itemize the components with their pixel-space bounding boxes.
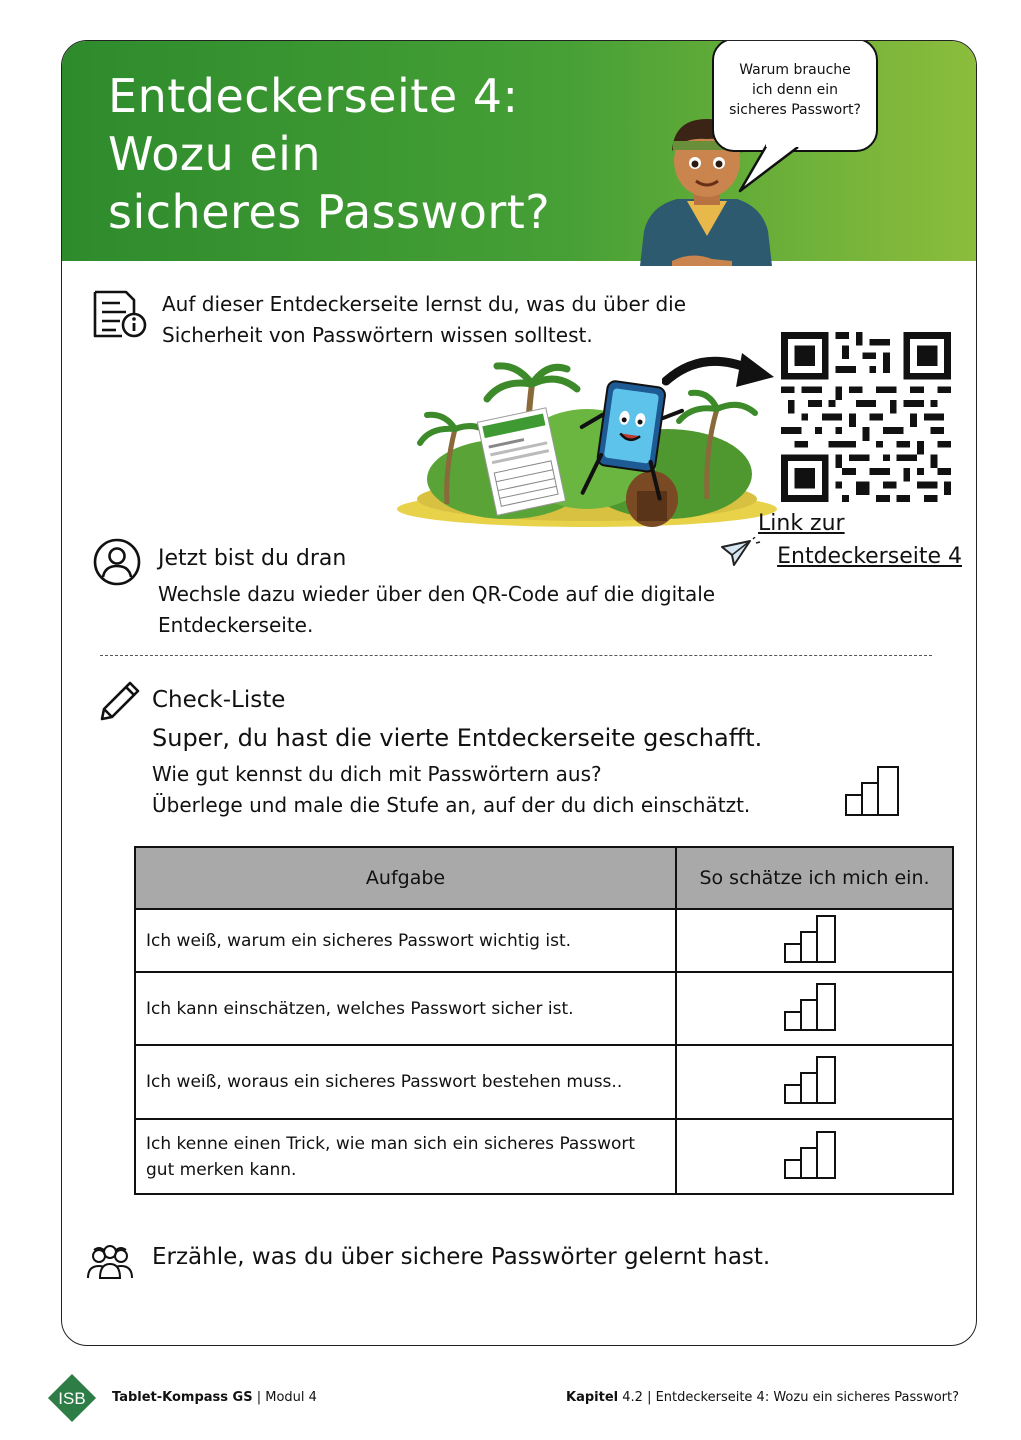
speech-bubble-tail: [738, 141, 808, 196]
curved-arrow-icon: [662, 341, 782, 401]
table-row: [135, 1045, 953, 1119]
isb-logo: [46, 1372, 98, 1424]
stairs-rating-icon[interactable]: [783, 914, 847, 964]
task-cell: Ich kenne einen Trick, wie man sich ein sicheres Passwort gut merken kann.: [135, 1119, 676, 1194]
tell-prompt: Erzähle, was du über sichere Passwörter gelernt hast.: [152, 1244, 771, 1270]
table-row: [135, 1119, 953, 1194]
group-icon: [86, 1244, 134, 1280]
table-row: [135, 909, 953, 972]
self-assessment-table: [134, 846, 954, 1195]
isb-logo-text: ISB: [58, 1389, 86, 1408]
cursor-click-icon: [720, 537, 764, 569]
checklist-subtitle: Super, du hast die vierte Entdeckerseite geschafft.: [152, 724, 763, 752]
page-footer: [0, 1372, 1021, 1432]
table-row: [135, 972, 953, 1045]
table-header-row: [135, 847, 953, 909]
column-header-task: Aufgabe: [135, 847, 676, 909]
rating-cell[interactable]: [676, 909, 953, 972]
rating-cell[interactable]: [676, 1045, 953, 1119]
turn-title: Jetzt bist du dran: [158, 546, 347, 571]
checklist-title: Check-Liste: [152, 687, 286, 713]
turn-text: Wechsle dazu wieder über den QR-Code auf die digitale Entdeckerseite.: [158, 582, 716, 637]
column-header-rating: So schätze ich mich ein.: [676, 847, 953, 909]
worksheet-card: [61, 40, 977, 1346]
stairs-rating-icon[interactable]: [783, 1055, 847, 1105]
dashed-divider: [100, 655, 932, 656]
pencil-icon: [98, 675, 144, 721]
task-cell: Ich kann einschätzen, welches Passwort sicher ist.: [135, 972, 676, 1045]
speech-bubble: Warum brauche ich denn ein sicheres Passwort?: [712, 40, 878, 152]
footer-chapter: Kapitel 4.2 | Entdeckerseite 4: Wozu ein sicheres Passwort?: [566, 1390, 959, 1405]
entdeckerseite-link[interactable]: Link zur Entdeckerseite 4: [758, 511, 962, 569]
stairs-rating-icon: [844, 765, 908, 817]
footer-module: Tablet-Kompass GS | Modul 4: [112, 1390, 317, 1405]
page-title: Entdeckerseite 4: Wozu ein sicheres Passwort?: [108, 69, 551, 239]
rating-cell[interactable]: [676, 1119, 953, 1194]
checklist-question: Wie gut kennst du dich mit Passwörtern aus? Überlege und male die Stufe an, auf der du dich einschätzt.: [152, 762, 751, 817]
intro-text: Auf dieser Entdeckerseite lernst du, was du über die Sicherheit von Passwörtern wissen solltest.: [162, 292, 686, 347]
stairs-rating-icon[interactable]: [783, 982, 847, 1032]
task-cell: Ich weiß, woraus ein sicheres Passwort bestehen muss..: [135, 1045, 676, 1119]
person-icon: [92, 537, 142, 587]
rating-cell[interactable]: [676, 972, 953, 1045]
qr-code[interactable]: [781, 332, 951, 502]
task-cell: Ich weiß, warum ein sicheres Passwort wichtig ist.: [135, 909, 676, 972]
document-info-icon: [92, 289, 148, 341]
stairs-rating-icon[interactable]: [783, 1130, 847, 1180]
